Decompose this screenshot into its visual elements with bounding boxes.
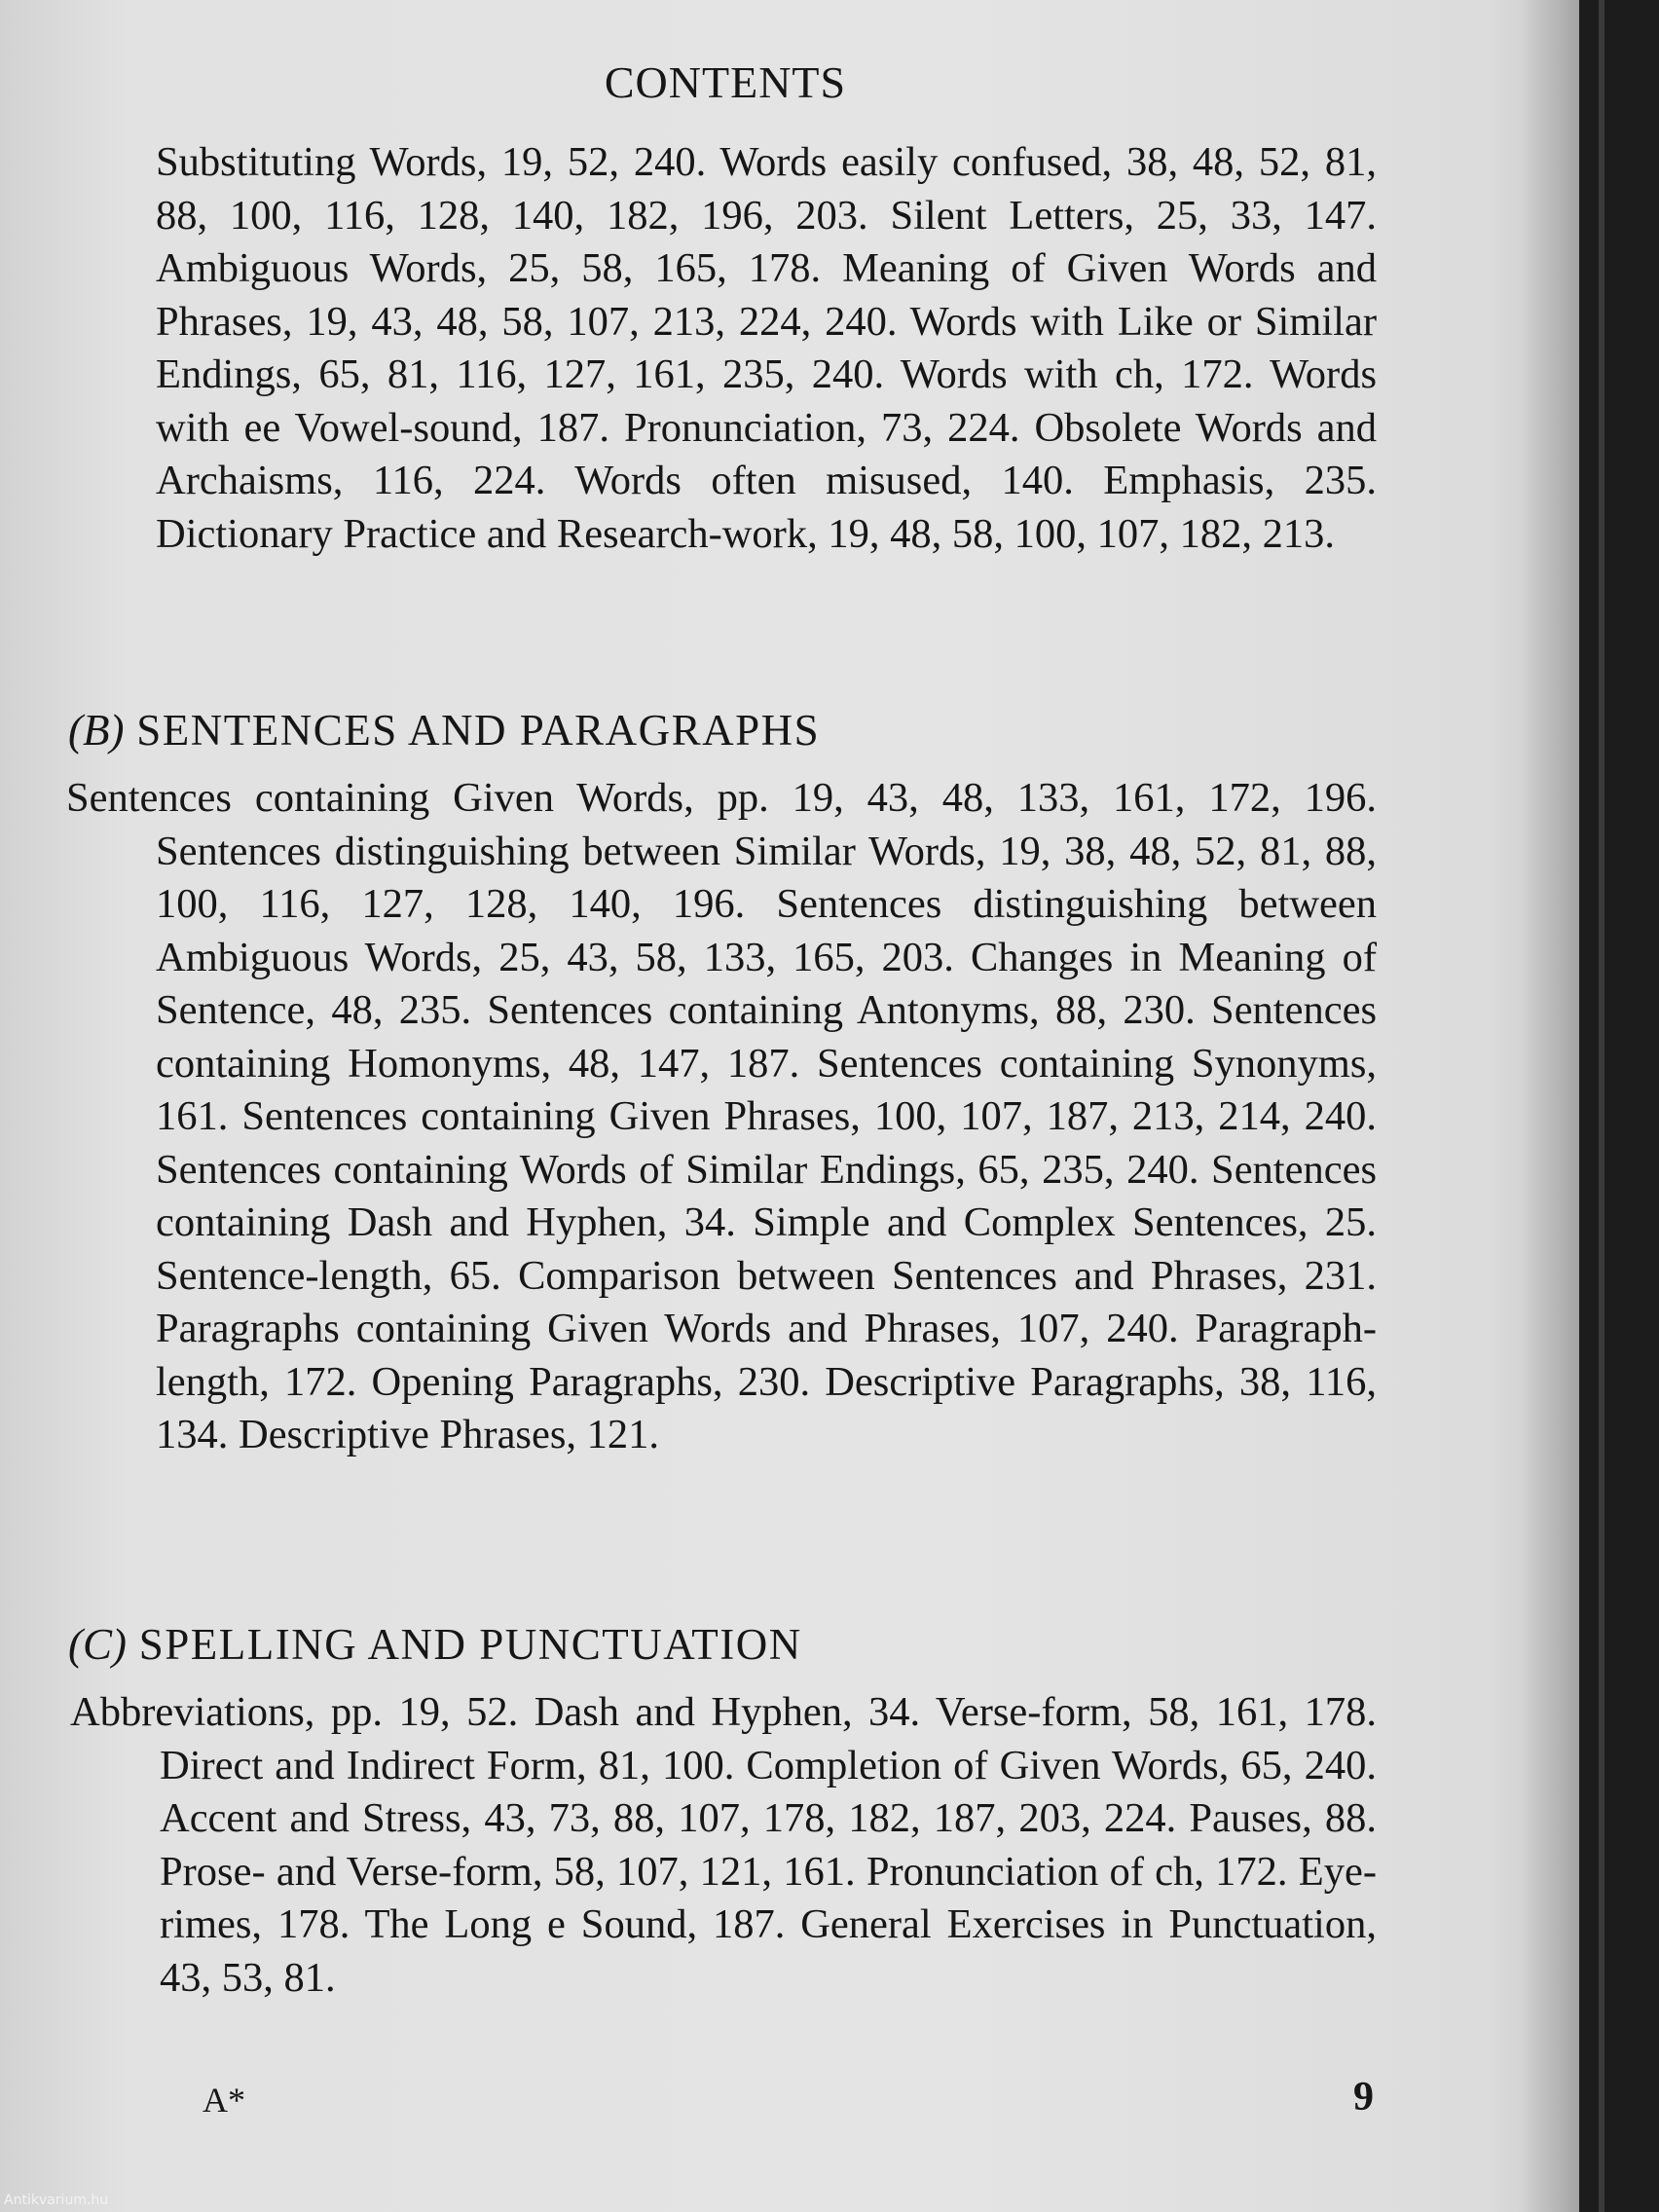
section-c-letter: (C) bbox=[68, 1620, 127, 1669]
watermark: Antikvarium.hu bbox=[4, 2193, 109, 2208]
section-a-text: Substituting Words, 19, 52, 240. Words easily confused, 38, 48, 52, 81, 88, 100, 116, 128, 140, 182, 196, 203. Silent Letters, 25, 33, 147. Ambiguous Words, 25, 58, 165, 178. Meaning of Given Words and Phrases, 19, 43, 48, 58, 107, 213, 224, 240. Words with Like or Similar Endings, 65, 81, 116, 127, 161, 235, 240. Words with ch, 172. Words with ee Vowel-sound, 187. Pronunciation, 73, 224. Obsolete Words and Archaisms, 116, 224. Words often misused, 140. Emphasis, 235. Dictionary Practice and Research-work, 19, 48, 58, 100, 107, 182, 213. bbox=[156, 139, 1377, 557]
page-header: CONTENTS bbox=[604, 57, 847, 107]
section-b-title: SENTENCES AND PARAGRAPHS bbox=[136, 706, 821, 755]
section-c-title: SPELLING AND PUNCTUATION bbox=[138, 1620, 802, 1669]
book-cover-line bbox=[1599, 0, 1604, 2212]
page-edge-shadow bbox=[1519, 0, 1579, 2212]
section-c-heading bbox=[68, 1619, 802, 1670]
book-cover-edge bbox=[1579, 0, 1659, 2212]
signature-mark: A* bbox=[203, 2081, 245, 2120]
section-b-text: Sentences containing Given Words, pp. 19, 43, 48, 133, 161, 172, 196. Sentences distinguishing between Similar Words, 19, 38, 48, 52, 81, 88, 100, 116, 127, 128, 140, 196. Sentences distinguishing between Ambiguous Words, 25, 43, 58, 133, 165, 203. Changes in Meaning of Sentence, 48, 235. Sentences containing Antonyms, 88, 230. Sentences containing Homonyms, 48, 147, 187. Sentences containing Synonyms, 161. Sentences containing Given Phrases, 100, 107, 187, 213, 214, 240. Sentences containing Words of Similar Endings, 65, 235, 240. Sentences containing Dash and Hyphen, 34. Simple and Complex Sentences, 25. Sentence-length, 65. Comparison between Sentences and Phrases, 231. Paragraphs containing Given Words and Phrases, 107, 240. Paragraph-length, 172. Opening Paragraphs, 230. Descriptive Paragraphs, 38, 116, 134. Descriptive Phrases, 121. bbox=[66, 775, 1377, 1457]
section-c-text: Abbreviations, pp. 19, 52. Dash and Hyphen, 34. Verse-form, 58, 161, 178. Direct and Indirect Form, 81, 100. Completion of Given Words, 65, 240. Accent and Stress, 43, 73, 88, 107, 178, 182, 187, 203, 224. Pauses, 88. Prose- and Verse-form, 58, 107, 121, 161. Pronunciation of ch, 172. Eye-rimes, 178. The Long e Sound, 187. General Exercises in Punctuation, 43, 53, 81. bbox=[70, 1689, 1377, 2001]
page-number: 9 bbox=[1353, 2075, 1374, 2120]
section-b-letter: (B) bbox=[68, 706, 125, 755]
section-b-heading bbox=[68, 705, 820, 756]
